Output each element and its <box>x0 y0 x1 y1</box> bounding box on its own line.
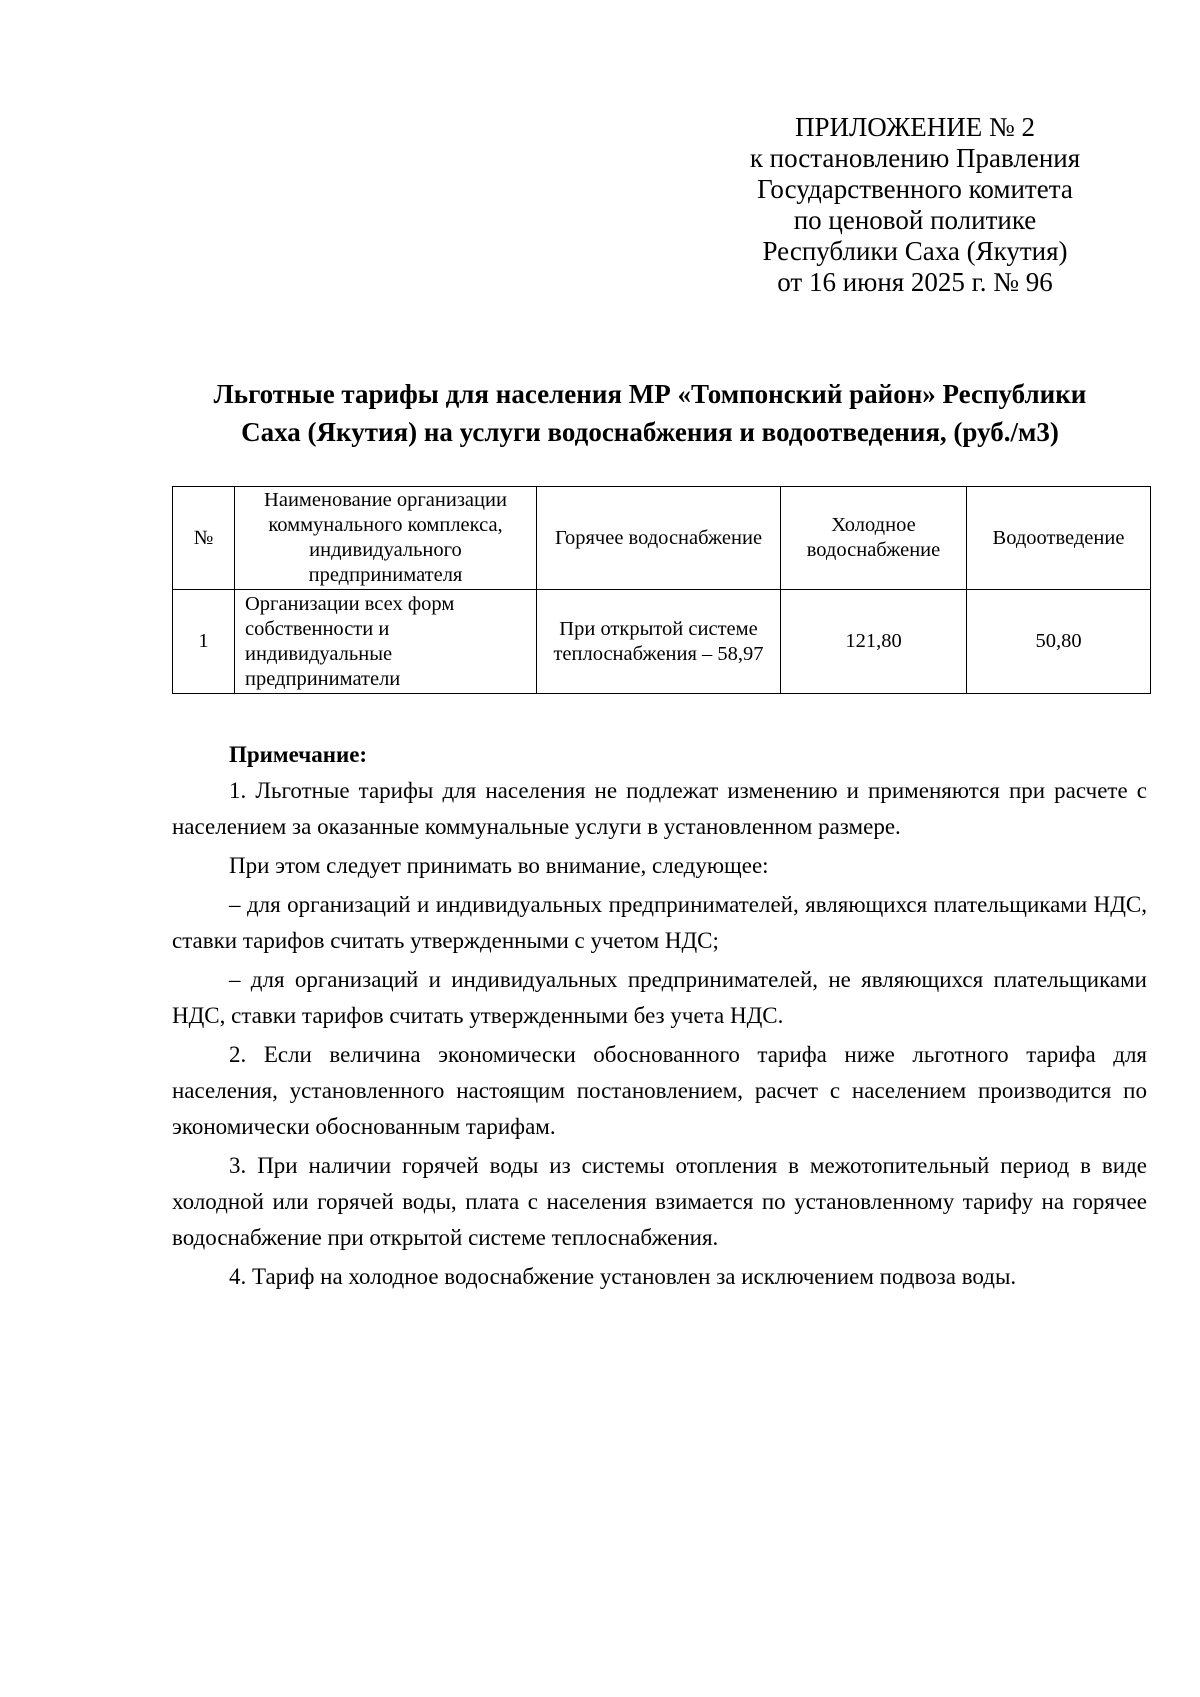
appendix-line: по ценовой политике <box>793 205 1037 235</box>
note-paragraph: 2. Если величина экономически обоснованного тарифа ниже льготного тарифа для населения, установленного настоящим постановлением, расчет с населением производится по экономически обоснованным тарифам. <box>172 1042 1147 1139</box>
note-paragraph: 3. При наличии горячей воды из системы отопления в межотопительный период в виде холодной или горячей воды, плата с населения взимается по установленному тарифу на горячее водоснабжение при открытой системе теплоснабжения. <box>172 1153 1147 1250</box>
cell-number: 1 <box>173 590 235 694</box>
notes-heading: Примечание: <box>229 742 368 767</box>
table-header-row <box>173 487 1151 590</box>
note-paragraph: – для организаций и индивидуальных предпринимателей, не являющихся плательщиками НДС, ставки тарифов считать утвержденными без учета НДС. <box>172 967 1147 1028</box>
header-number: № <box>173 487 235 590</box>
header-hot-water: Горячее водоснабжение <box>537 487 781 590</box>
note-paragraph: 1. Льготные тарифы для населения не подлежат изменению и применяются при расчете с населением за оказанные коммунальные услуги в установленном размере. <box>172 778 1147 839</box>
tariff-table <box>172 486 1151 694</box>
cell-cold-water: 121,80 <box>781 590 967 694</box>
document-title <box>130 375 1170 451</box>
cell-sewage: 50,80 <box>967 590 1151 694</box>
appendix-line: Республики Саха (Якутия) <box>762 236 1068 266</box>
title-line: Саха (Якутия) на услуги водоснабжения и водоотведения, (руб./м3) <box>241 417 1059 447</box>
note-paragraph: 4. Тариф на холодное водоснабжение установлен за исключением подвоза воды. <box>229 1264 1017 1289</box>
appendix-line: Государственного комитета <box>757 174 1073 204</box>
appendix-line: к постановлению Правления <box>749 143 1081 173</box>
cell-hot-water: При открытой системе теплоснабжения – 58,97 <box>537 590 781 694</box>
appendix-header <box>690 112 1140 298</box>
appendix-line: ПРИЛОЖЕНИЕ № 2 <box>794 112 1036 142</box>
note-paragraph: – для организаций и индивидуальных предпринимателей, являющихся плательщиками НДС, ставки тарифов считать утвержденными с учетом НДС; <box>172 892 1147 953</box>
header-sewage: Водоотведение <box>967 487 1151 590</box>
note-paragraph: При этом следует принимать во внимание, следующее: <box>229 853 769 878</box>
appendix-line: от 16 июня 2025 г. № 96 <box>777 267 1053 297</box>
notes-section <box>172 737 1147 1295</box>
header-cold-water: Холодное водоснабжение <box>781 487 967 590</box>
table-row <box>173 590 1151 694</box>
cell-organization: Организации всех форм собственности и индивидуальные предприниматели <box>235 590 537 694</box>
title-line: Льготные тарифы для населения МР «Томпонский район» Республики <box>213 379 1087 409</box>
header-organization: Наименование организации коммунального комплекса, индивидуального предпринимателя <box>235 487 537 590</box>
